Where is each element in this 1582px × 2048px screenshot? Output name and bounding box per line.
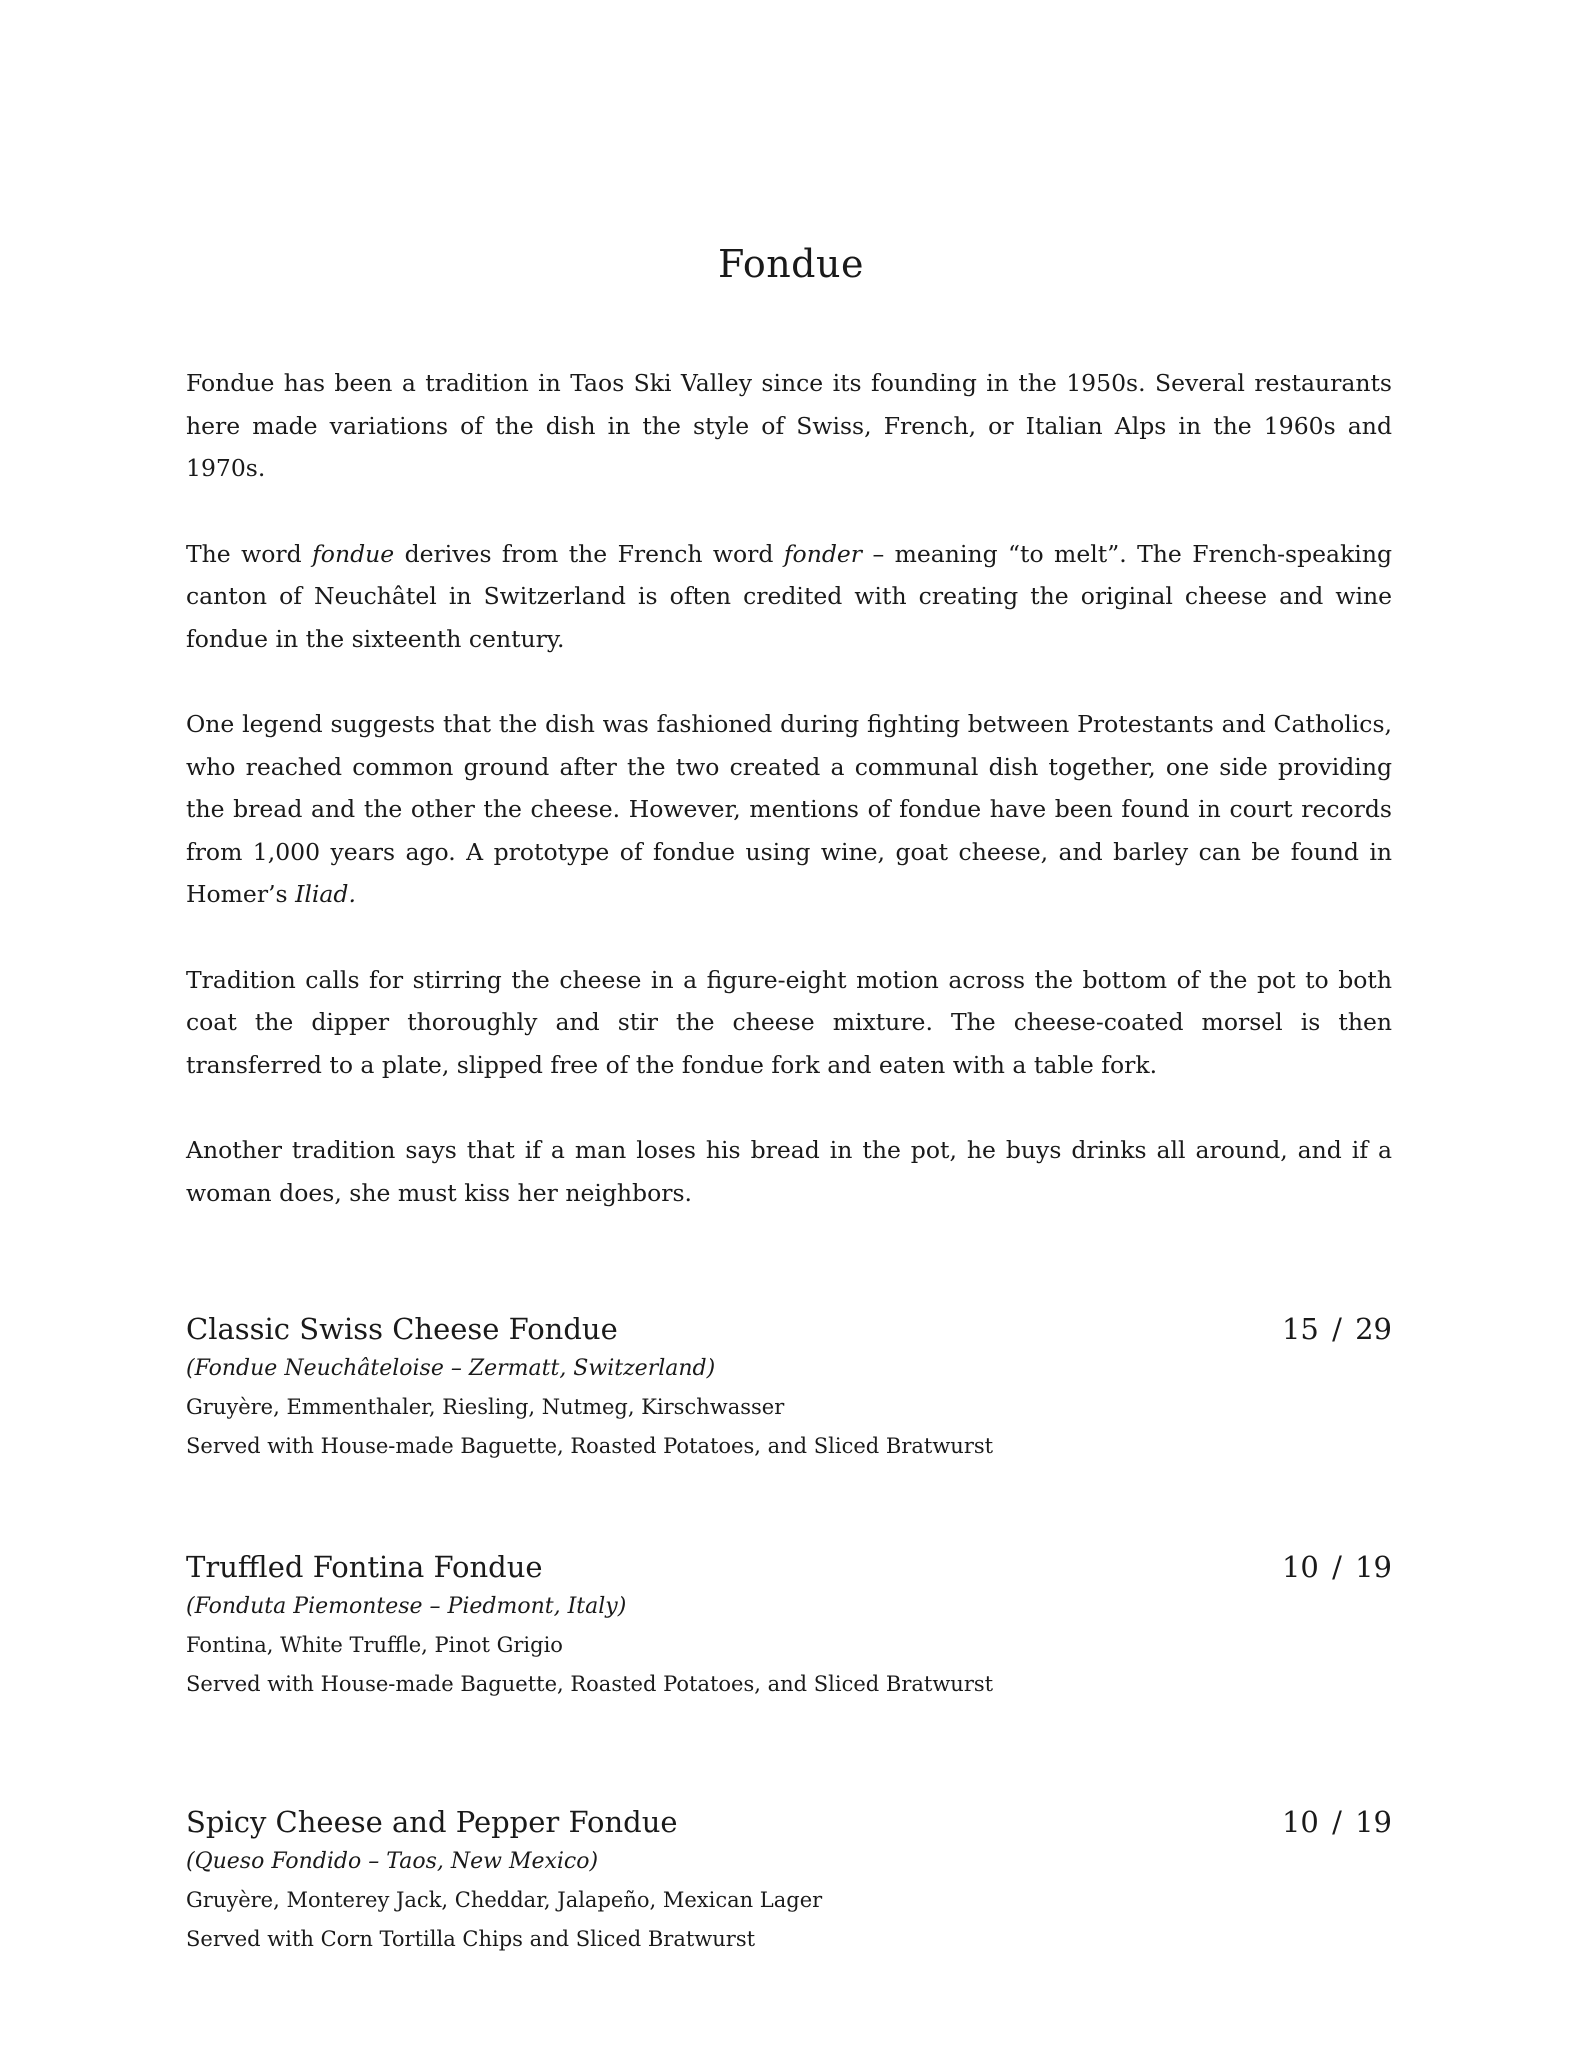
menu-item-origin: (Queso Fondido – Taos, New Mexico) [186,1849,599,1874]
intro-paragraph-2 [186,533,1392,661]
menu-item [186,1308,1392,1546]
menu-item-header [186,1546,1392,1588]
menu-item-name: Classic Swiss Cheese Fondue [186,1312,618,1346]
intro-p3-italic-iliad: Iliad. [295,880,356,908]
menu-item [186,1801,1392,2039]
menu-item-ingredients: Gruyère, Monterey Jack, Cheddar, Jalapeño, Mexican Lager [186,1888,823,1912]
menu-item-served-with: Served with House-made Baguette, Roasted Potatoes, and Sliced Bratwurst [186,1434,994,1458]
menu-item-header [186,1801,1392,1843]
menu-item-header [186,1308,1392,1350]
menu-item-name: Spicy Cheese and Pepper Fondue [186,1805,678,1839]
intro-p2-italic-fonder: fonder [783,539,863,568]
intro-section [186,362,1392,1257]
intro-p2-text-a: The word [186,539,313,568]
menu-item-origin: (Fonduta Piemontese – Piedmont, Italy) [186,1594,627,1619]
menu-item [186,1546,1392,1801]
menu-item-served-with: Served with House-made Baguette, Roasted Potatoes, and Sliced Bratwurst [186,1672,994,1696]
menu-item-price: 15 / 29 [1281,1312,1392,1346]
intro-p2-text-c: derives from the French word [394,539,784,568]
menu-item-name: Truffled Fontina Fondue [186,1550,543,1584]
intro-p2-text-e: – meaning “to melt”. The French-speaking canton of Neuchâtel in Switzerland is often credited with creating the original cheese and wine fondue in the sixteenth century. [186,539,1393,653]
page-title: Fondue [718,242,864,286]
menu-item-price: 10 / 19 [1281,1550,1392,1584]
menu-item-served-with: Served with Corn Tortilla Chips and Sliced Bratwurst [186,1927,756,1951]
intro-p3-text-a: One legend suggests that the dish was fashioned during fighting between Protestants and Catholics, who reached common ground after the two created a communal dish together, one side providing the bread and the other the cheese. However, mentions of fondue have been found in court records from 1,000 years ago. A prototype of fondue using wine, goat cheese, and barley can be found in Homer’s [186,710,1392,908]
menu-item-ingredients: Gruyère, Emmenthaler, Riesling, Nutmeg, Kirschwasser [186,1395,785,1419]
menu-item-origin: (Fondue Neuchâteloise – Zermatt, Switzerland) [186,1356,716,1381]
intro-paragraph-4: Tradition calls for stirring the cheese in a figure-eight motion across the bottom of the pot to both coat the dipper thoroughly and stir the cheese mixture. The cheese-coated morsel is then transferred to a plate, slipped free of the fondue fork and eaten with a table fork. [186,965,1392,1079]
menu-item-price: 10 / 19 [1281,1805,1392,1839]
fondue-menu [186,1308,1392,2039]
intro-paragraph-1: Fondue has been a tradition in Taos Ski Valley since its founding in the 1950s. Several restaurants here made variations of the dish in the style of Swiss, French, or Italian Alps in the 1960s and 1970s. [186,369,1392,482]
intro-paragraph-5: Another tradition says that if a man loses his bread in the pot, he buys drinks all around, and if a woman does, she must kiss her neighbors. [186,1136,1392,1207]
intro-p2-italic-fondue: fondue [312,539,395,568]
intro-paragraph-3 [186,703,1392,916]
menu-item-ingredients: Fontina, White Truffle, Pinot Grigio [186,1633,563,1657]
